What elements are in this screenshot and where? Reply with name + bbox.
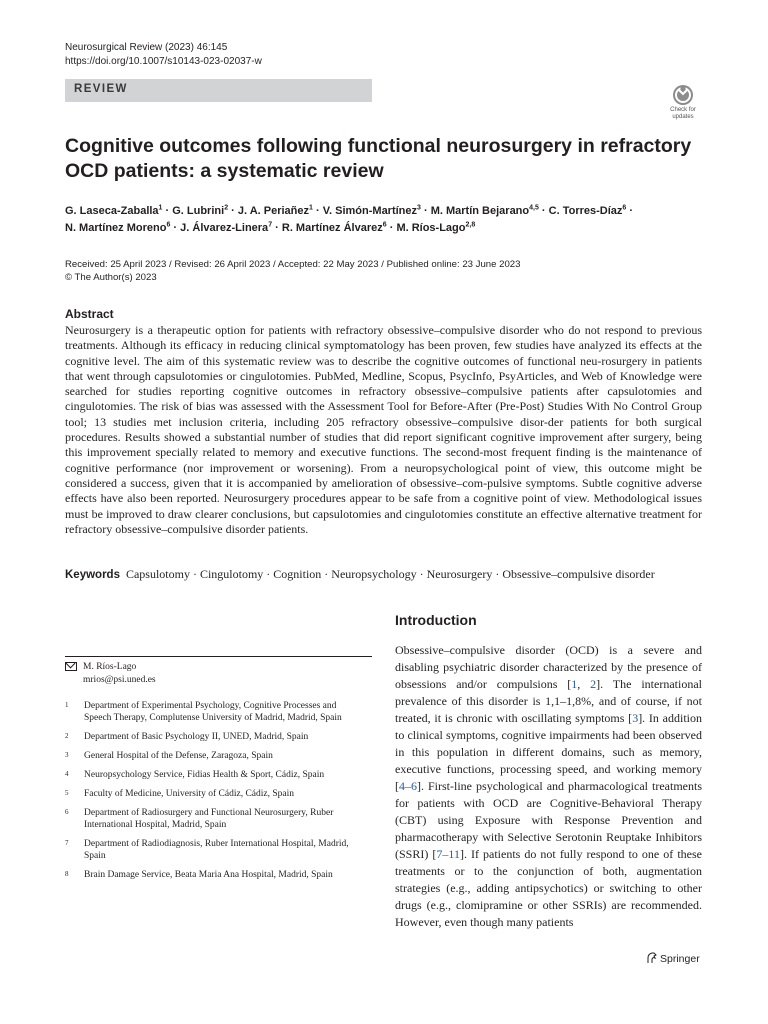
author[interactable]: M. Martín Bejarano$^{4,5}$ — [430, 204, 539, 217]
citation-link[interactable]: 1 — [571, 677, 578, 691]
article-type-bar — [65, 79, 372, 102]
check-for-updates-icon — [664, 84, 702, 108]
introduction-text-run: ]. The international prevalence of this disorder is 1,1–1,8%, and of course, if not treated, it is chronic with oscillating symptoms [ — [395, 677, 702, 725]
keywords-label: Keywords — [65, 569, 120, 581]
affiliation-number: 1 — [65, 701, 69, 709]
introduction-text — [395, 642, 702, 931]
author[interactable]: G. Lubrini$^2$ — [172, 204, 229, 217]
article-dates — [65, 258, 520, 284]
mail-icon — [65, 662, 77, 671]
introduction-text-run: Obsessive–compulsive disorder (OCD) is a severe and disabling psychiatric disorder characterized by the presence of obsessions and/or compulsions [ — [395, 643, 702, 691]
affiliation-item — [65, 838, 365, 862]
affiliation-number: 5 — [65, 789, 69, 797]
affiliation-item — [65, 788, 365, 800]
affiliation-number: 2 — [65, 732, 69, 740]
affiliation-item — [65, 807, 365, 831]
check-for-updates-line2: updates — [672, 114, 694, 120]
article-title — [65, 134, 692, 184]
author[interactable]: V. Simón-Martínez$^3$ — [322, 204, 421, 217]
author-line-1: G. Laseca-Zaballa$^1$ · G. Lubrini$^2$ · J. A. Periañez$^1$ · V. Simón-Martínez$^3$ · M. Martín Bejarano$^{4,5}$ · C. Torres-Díaz$^6$ · — [65, 204, 634, 217]
affiliations-list — [65, 700, 365, 888]
author[interactable]: J. Álvarez-Linera$^7$ — [180, 221, 273, 234]
introduction-text-run: ]. In addition to clinical symptoms, cognitive impairments had been observed in this population in different domains, such as memory, executive functions, processing speed, and working memory [ — [395, 711, 702, 793]
article-title-line2: OCD patients: a systematic review — [65, 160, 384, 182]
article-title-line1: Cognitive outcomes following functional neurosurgery in refractory — [65, 135, 692, 157]
check-for-updates-badge[interactable] — [664, 84, 702, 124]
author[interactable]: J. A. Periañez$^1$ — [237, 204, 313, 217]
author[interactable]: R. Martínez Álvarez$^6$ — [281, 221, 387, 234]
copyright-line: © The Author(s) 2023 — [65, 272, 157, 283]
author-list — [65, 203, 705, 237]
affiliation-number: 7 — [65, 839, 69, 847]
citation-link[interactable]: 3 — [632, 711, 639, 725]
introduction-text-run: ]. First-line psychological and pharmacological treatments for patients with OCD are Cognitive-Behavioral Therapy (CBT) using Exposure with Response Prevention and pharmacotherapy with Selective Serotonin Reuptake Inhibitors (SSRI) [ — [395, 779, 702, 861]
affiliation-text: Department of Experimental Psychology, Cognitive Processes and Speech Therapy, Complutense University of Madrid, Madrid, Spain — [84, 701, 342, 723]
article-history: Received: 25 April 2023 / Revised: 26 April 2023 / Accepted: 22 May 2023 / Published online: 23 June 2023 — [65, 259, 521, 270]
affiliation-number: 4 — [65, 770, 69, 778]
citation-link[interactable]: 4–6 — [399, 779, 417, 793]
author[interactable]: G. Laseca-Zaballa$^1$ — [65, 204, 163, 217]
author-line-2: N. Martínez Moreno$^6$ · J. Álvarez-Linera$^7$ · R. Martínez Álvarez$^6$ · M. Ríos-Lago$^{2,8}$ — [65, 221, 476, 234]
affiliation-item — [65, 869, 365, 881]
publisher-name: Springer — [660, 953, 700, 965]
affiliation-number: 3 — [65, 751, 69, 759]
footnote-divider — [65, 656, 372, 657]
affiliation-text: Faculty of Medicine, University of Cádiz, Cádiz, Spain — [84, 789, 295, 799]
journal-header — [65, 41, 262, 69]
affiliation-text: Department of Radiosurgery and Functional Neurosurgery, Ruber International Hospital, Madrid, Spain — [84, 808, 334, 830]
introduction-text-run: ]. If patients do not fully respond to one of these treatments or to the conjunction of both, augmentation strategies (e.g., adding antipsychotics) or switching to other drugs (e.g., clomipramine or other SSRIs) are recommended. However, even though many patients — [395, 847, 702, 929]
keywords — [65, 567, 655, 582]
affiliation-text: Neuropsychology Service, Fidias Health & Sport, Cádiz, Spain — [84, 770, 325, 780]
abstract-heading: Abstract — [65, 307, 114, 321]
citation-link[interactable]: 2 — [590, 677, 597, 691]
affiliation-text: Department of Basic Psychology II, UNED, Madrid, Spain — [84, 732, 309, 742]
keywords-list: Capsulotomy · Cingulotomy · Cognition · Neuropsychology · Neurosurgery · Obsessive–compulsive disorder — [125, 567, 655, 581]
correspondence-name: M. Ríos-Lago — [83, 662, 137, 672]
springer-horse-icon — [646, 952, 657, 964]
affiliation-number: 8 — [65, 870, 69, 878]
publisher-logo — [646, 952, 700, 965]
introduction-heading: Introduction — [395, 612, 477, 628]
check-for-updates-line1: Check for — [670, 107, 696, 113]
correspondence-email[interactable]: mrios@psi.uned.es — [83, 675, 156, 685]
author[interactable]: M. Ríos-Lago$^{2,8}$ — [396, 221, 476, 234]
citation-link[interactable]: 7–11 — [436, 847, 460, 861]
introduction-text-run: , — [577, 677, 591, 691]
affiliation-text: Department of Radiodiagnosis, Ruber International Hospital, Madrid, Spain — [84, 839, 349, 861]
correspondence — [65, 661, 156, 687]
affiliation-item — [65, 731, 365, 743]
affiliation-item — [65, 750, 365, 762]
abstract-text: Neurosurgery is a therapeutic option for patients with refractory obsessive–compulsive disorder who do not respond to previous treatments. Although its efficacy in reducing clinical symptomatology has been proven, few studies have analyzed its effects at the cognitive level. The aim of this systematic review was to describe the cognitive outcomes of functional neu-rosurgery in patients that went through capsulotomies or cingulotomies. PubMed, Medline, Scopus, PsycInfo, PsyArticles, and Web of Knowledge were searched for studies reporting cognitive outcomes in refractory obsessive–compulsive patients after capsulotomies and cingulotomies. The risk of bias was assessed with the Assessment Tool for Before-After (Pre-Post) Studies With No Control Group tool; 13 studies met inclusion criteria, including 205 refractory obsessive–compulsive disor-der patients for both surgical procedures. Results showed a substantial number of studies that did report significant cognitive improvement after surgery, being this improvement specially related to memory and executive functions. The second-most frequent finding is the maintenance of cognitive performance (nor improvement or worsening). From a neuropsychological point of view, this outcome might be considered a success, given that it is accompanied by amelioration of obsessive–com-pulsive symptoms. Subtle cognitive adverse effects have also been reported. Neurosurgery procedures appear to be safe from a cognitive point of view. Methodological issues must be improved to draw clearer conclusions, but capsulotomies and cingulotomies constitute an effective alternative treatment for refractory obsessive–compulsive disorder patients. — [65, 323, 702, 536]
author[interactable]: C. Torres-Díaz$^6$ — [548, 204, 627, 217]
journal-citation: Neurosurgical Review (2023) 46:145 — [65, 42, 228, 53]
affiliation-text: General Hospital of the Defense, Zaragoza, Spain — [84, 751, 273, 761]
article-type-label: REVIEW — [74, 83, 128, 95]
author[interactable]: N. Martínez Moreno$^6$ — [65, 221, 171, 234]
affiliation-item — [65, 769, 365, 781]
affiliation-number: 6 — [65, 808, 69, 816]
affiliation-text: Brain Damage Service, Beata Maria Ana Hospital, Madrid, Spain — [84, 870, 333, 880]
affiliation-item — [65, 700, 365, 724]
journal-doi[interactable]: https://doi.org/10.1007/s10143-023-02037-w — [65, 56, 262, 67]
